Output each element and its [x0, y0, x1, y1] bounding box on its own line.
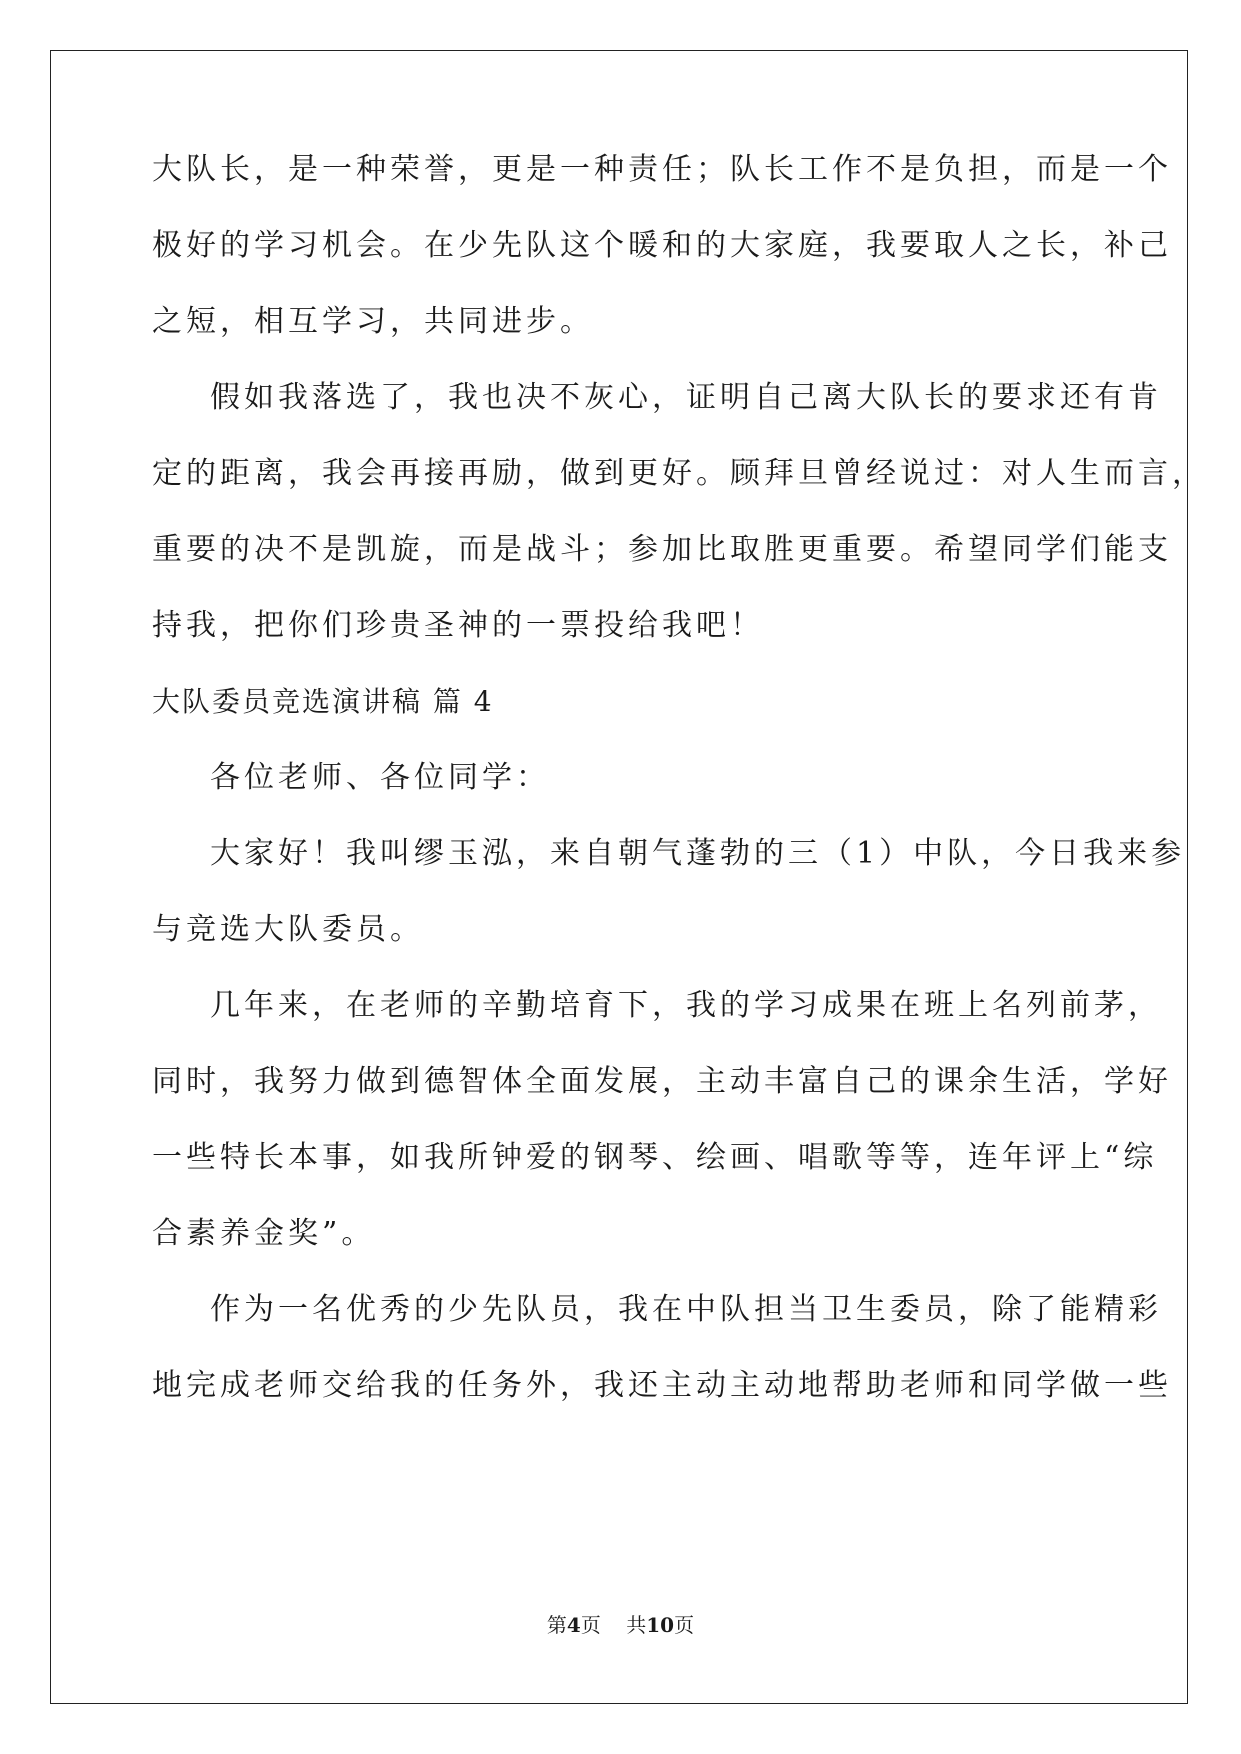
footer-page-current: 4	[566, 1613, 581, 1637]
salutation: 各位老师、各位同学：	[210, 760, 550, 795]
text-line: 与竞选大队委员。	[152, 912, 424, 947]
text-line: 定的距离，我会再接再励，做到更好。顾拜旦曾经说过：对人生而言，	[152, 456, 1206, 491]
text-line: 之短，相互学习，共同进步。	[152, 304, 594, 339]
footer-page-suffix: 页	[674, 1613, 695, 1637]
text-line: 持我，把你们珍贵圣神的一票投给我吧！	[152, 608, 764, 643]
text-line: 极好的学习机会。在少先队这个暖和的大家庭，我要取人之长，补己	[152, 228, 1172, 263]
page-border	[50, 50, 1188, 1704]
text-line: 一些特长本事，如我所钟爱的钢琴、绘画、唱歌等等，连年评上“综	[152, 1140, 1158, 1175]
paragraph-start-line: 几年来，在老师的辛勤培育下，我的学习成果在班上名列前茅，	[210, 988, 1162, 1023]
text-line: 地完成老师交给我的任务外，我还主动主动地帮助老师和同学做一些	[152, 1368, 1172, 1403]
text-line: 大队长，是一种荣誉，更是一种责任；队长工作不是负担，而是一个	[152, 152, 1172, 187]
paragraph-start-line: 假如我落选了，我也决不灰心，证明自己离大队长的要求还有肯	[210, 380, 1162, 415]
page-footer	[0, 1609, 1241, 1638]
paragraph-start-line: 作为一名优秀的少先队员，我在中队担当卫生委员，除了能精彩	[210, 1292, 1162, 1327]
section-heading: 大队委员竞选演讲稿 篇 4	[152, 685, 494, 718]
text-line: 重要的决不是凯旋，而是战斗；参加比取胜更重要。希望同学们能支	[152, 532, 1172, 567]
footer-page-prefix: 第	[546, 1613, 567, 1637]
paragraph-start-line: 大家好！我叫缪玉泓，来自朝气蓬勃的三（1）中队，今日我来参	[210, 836, 1186, 871]
text-line: 合素养金奖”。	[152, 1216, 376, 1251]
footer-page-mid: 页 共	[580, 1613, 647, 1637]
footer-page-total: 10	[646, 1613, 675, 1637]
text-line: 同时，我努力做到德智体全面发展，主动丰富自己的课余生活，学好	[152, 1064, 1172, 1099]
